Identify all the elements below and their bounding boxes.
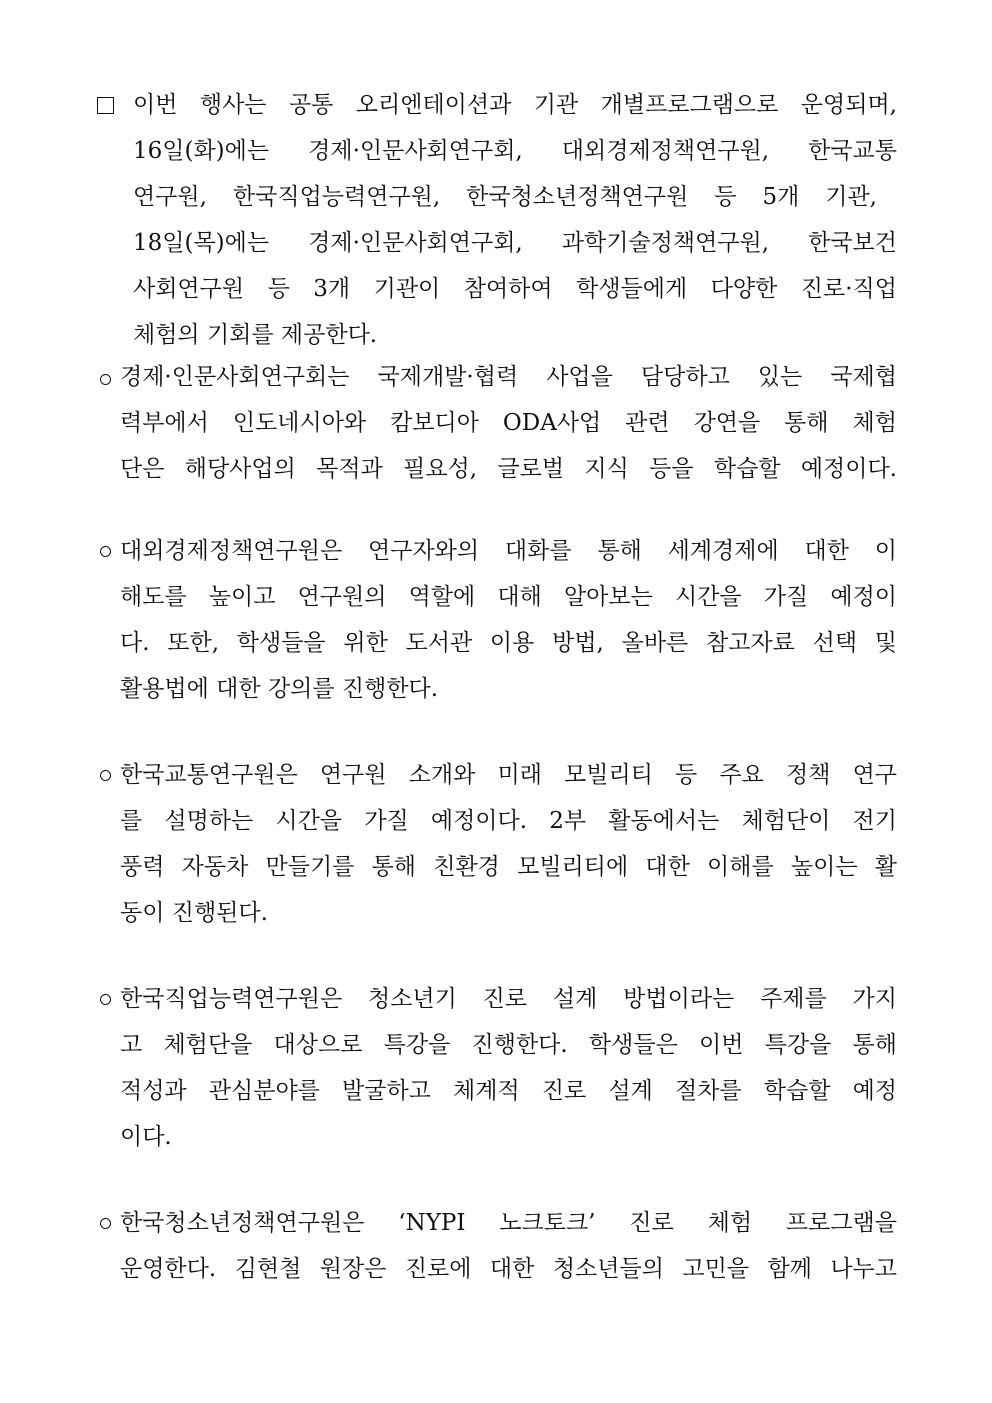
bullet-1-line-1: 경제·인문사회연구회는 국제개발·협력 사업을 담당하고 있는 국제협 bbox=[120, 364, 897, 390]
bullet-3-line-2: 를 설명하는 시간을 가질 예정이다. 2부 활동에서는 체험단이 전기 bbox=[120, 808, 897, 834]
bullet-5-line-2: 운영한다. 김현철 원장은 진로에 대한 청소년들의 고민을 함께 나누고 bbox=[120, 1256, 897, 1282]
bullet-5-line-1: 한국청소년정책연구원은 ‘NYPI 노크토크’ 진로 체험 프로그램을 bbox=[120, 1210, 897, 1236]
bullet-3-line-4: 동이 진행된다. bbox=[120, 900, 268, 926]
circle-bullet-icon bbox=[100, 994, 111, 1005]
bullet-4-line-1: 한국직업능력연구원은 청소년기 진로 설계 방법이라는 주제를 가지 bbox=[120, 986, 897, 1012]
bullet-2-line-2: 해도를 높이고 연구원의 역할에 대해 알아보는 시간을 가질 예정이 bbox=[120, 584, 897, 610]
square-bullet-icon bbox=[97, 97, 114, 114]
bullet-3-line-3: 풍력 자동차 만들기를 통해 친환경 모빌리티에 대한 이해를 높이는 활 bbox=[120, 854, 897, 880]
intro-line-3: 연구원, 한국직업능력연구원, 한국청소년정책연구원 등 5개 기관, bbox=[133, 184, 877, 210]
circle-bullet-icon bbox=[100, 1218, 111, 1229]
bullet-2-line-1: 대외경제정책연구원은 연구자와의 대화를 통해 세계경제에 대한 이 bbox=[120, 538, 897, 564]
bullet-2-line-3: 다. 또한, 학생들을 위한 도서관 이용 방법, 올바른 참고자료 선택 및 bbox=[120, 630, 897, 656]
intro-line-2: 16일(화)에는 경제·인문사회연구회, 대외경제정책연구원, 한국교통 bbox=[133, 138, 897, 164]
bullet-4-line-3: 적성과 관심분야를 발굴하고 체계적 진로 설계 절차를 학습할 예정 bbox=[120, 1078, 897, 1104]
intro-line-5: 사회연구원 등 3개 기관이 참여하여 학생들에게 다양한 진로·직업 bbox=[133, 276, 897, 302]
circle-bullet-icon bbox=[100, 546, 111, 557]
bullet-4-line-2: 고 체험단을 대상으로 특강을 진행한다. 학생들은 이번 특강을 통해 bbox=[120, 1032, 897, 1058]
intro-line-1: 이번 행사는 공통 오리엔테이션과 기관 개별프로그램으로 운영되며, bbox=[133, 92, 897, 118]
intro-line-4: 18일(목)에는 경제·인문사회연구회, 과학기술정책연구원, 한국보건 bbox=[133, 230, 897, 256]
circle-bullet-icon bbox=[100, 374, 111, 385]
circle-bullet-icon bbox=[100, 770, 111, 781]
bullet-2-line-4: 활용법에 대한 강의를 진행한다. bbox=[120, 676, 439, 702]
bullet-1-line-2: 력부에서 인도네시아와 캄보디아 ODA사업 관련 강연을 통해 체험 bbox=[120, 410, 897, 436]
intro-line-6: 체험의 기회를 제공한다. bbox=[133, 322, 378, 348]
bullet-3-line-1: 한국교통연구원은 연구원 소개와 미래 모빌리티 등 주요 정책 연구 bbox=[120, 762, 897, 788]
bullet-4-line-4: 이다. bbox=[120, 1124, 172, 1150]
bullet-1-line-3: 단은 해당사업의 목적과 필요성, 글로벌 지식 등을 학습할 예정이다. bbox=[120, 456, 897, 482]
